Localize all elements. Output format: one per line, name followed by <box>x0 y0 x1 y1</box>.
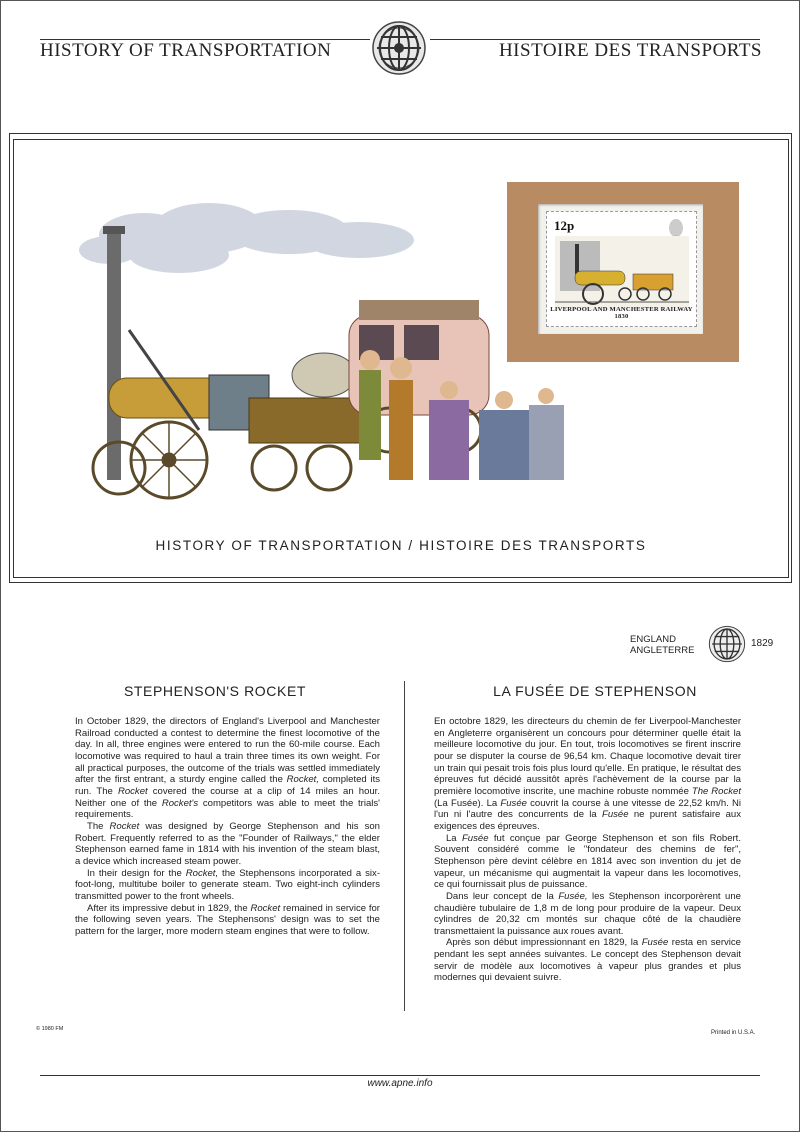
illustration-card <box>13 139 789 578</box>
body-paragraph: In October 1829, the directors of England's Liverpool and Manchester Railroad conducted a contest to determine the finest locomotive of the day. In all, three engines were entered to run the 60-mile course. Each locomotive was required to haul a train three times its own weight. For all practical purposes, the outcome of the trials was settled immediately after the first entrant, a sturdy engine called the Rocket, completed its run. The Rocket covered the course at a clip of 14 miles an hour. Neither one of the Rocket's competitors was able to meet the trials' requirements. <box>75 716 380 821</box>
french-title: LA FUSÉE DE STEPHENSON <box>493 683 697 699</box>
body-paragraph: In their design for the Rocket, the Stephensons incorporated a six-foot-long, multitube boiler to generate steam. Two eight-inch cylinders transmitted power to the front wheels. <box>75 867 380 902</box>
body-paragraph: The Rocket was designed by George Stephenson and his son Robert. Frequently referred to as the "Founder of Railways," the elder Stephenson earned fame in 1814 with his invention of the steam blast, a device which increased steam power. <box>75 820 380 867</box>
column-divider <box>404 681 405 1011</box>
body-paragraph: Dans leur concept de la Fusée, les Stephenson incorporèrent une chaudière tubulaire de 1,8 m de long pour produire de la vapeur. Deux cylindres de 20,32 cm montés sur chaque côté de la chaudière transmettaient la puissance aux roues avant. <box>434 890 741 937</box>
origin-country-english: ENGLAND <box>630 634 676 645</box>
stamp-window <box>538 204 703 334</box>
small-globe-icon <box>708 625 746 663</box>
stamp-value: 12p <box>554 218 575 233</box>
header-title-french: HISTOIRE DES TRANSPORTS <box>498 40 762 61</box>
printed-notice: Printed in U.S.A. <box>711 1030 756 1036</box>
origin-year: 1829 <box>751 638 774 649</box>
english-body <box>75 716 380 937</box>
body-paragraph: En octobre 1829, les directeurs du chemin de fer Liverpool-Manchester en Angleterre organisèrent un concours pour déterminer quelle était la meilleure locomotive du jour. En tout, trois locomotives se firent inscrire pour se disputer la course de 96,54 km. Chaque locomotive devait tirer un train qui pesait trois fois plus lourd qu'elle. En pratique, le résultat des épreuves fut décidé aussitôt après l'achèvement de la course par la première locomotive inscrite, une machine robuste nommée The Rocket (La Fusée). La Fusée couvrit la course à une vitesse de 22,52 km/h. Ni l'un ni l'autre des concurrents de la Fusée ne purent satisfaire aux exigences des épreuves. <box>434 716 742 832</box>
copyright-notice: © 1980 FM <box>36 1026 64 1032</box>
origin-country-french: ANGLETERRE <box>630 645 695 656</box>
footer-rule <box>40 1075 760 1076</box>
stamp-caption: LIVERPOOL AND MANCHESTER RAILWAY 1830 <box>550 306 693 320</box>
card-caption: HISTORY OF TRANSPORTATION / HISTOIRE DES TRANSPORTS <box>155 538 647 553</box>
origin-label <box>630 634 694 656</box>
globe-icon <box>371 20 427 76</box>
body-paragraph: Après son début impressionnant en 1829, la Fusée resta en service pendant les sept années suivantes. Le concept des Stephenson devait servir de modèle aux locomotives à vapeur plus grandes et plus modernes qui devaient suivre. <box>434 937 741 984</box>
stamp-mount <box>507 182 739 362</box>
stamp-locomotive-artwork <box>555 236 689 310</box>
english-title: STEPHENSON'S ROCKET <box>123 683 307 699</box>
steam-locomotive-illustration <box>59 200 579 535</box>
postage-stamp <box>546 211 697 327</box>
body-paragraph: After its impressive debut in 1829, the Rocket remained in service for the following seven years. The Stephensons' design was to set the pattern for the larger, more modern steam engines that were to follow. <box>75 902 380 937</box>
body-paragraph: La Fusée fut conçue par George Stephenson et son fils Robert. Souvent considéré comme le "fondateur des chemins de fer", Stephenson père devint célèbre en 1814 avec son invention du jet de vapeur, un mécanisme qui augmentait la vapeur dans les locomotives, ce qui fournissait plus de puissance. <box>434 832 741 891</box>
header-title-english: HISTORY OF TRANSPORTATION <box>40 40 332 61</box>
header-rule-left <box>40 39 370 40</box>
footer-url[interactable]: www.apne.info <box>367 1078 433 1089</box>
french-body <box>434 716 741 984</box>
